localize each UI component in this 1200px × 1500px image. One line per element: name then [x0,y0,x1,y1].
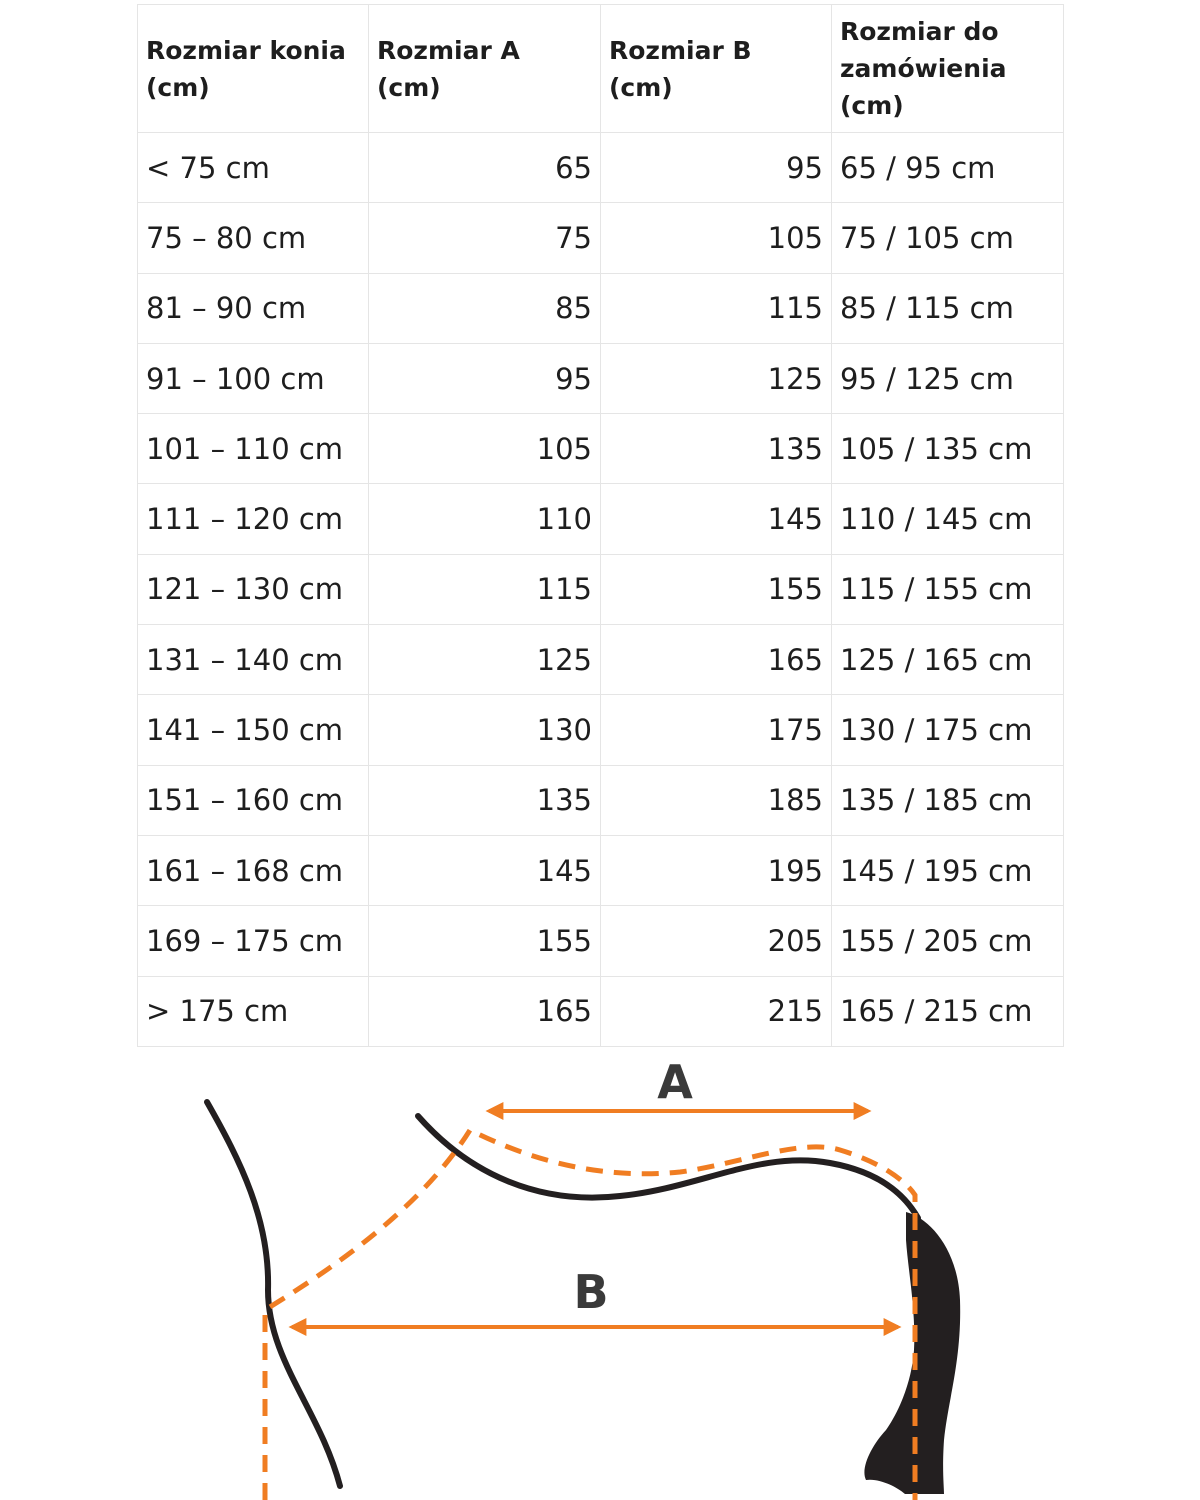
cell-size-a: 75 [369,203,601,273]
table-row [138,976,1064,1046]
cell-size-a: 130 [369,695,601,765]
cell-size-b: 125 [601,343,832,413]
cell-size-a: 95 [369,343,601,413]
cell-size-a: 165 [369,976,601,1046]
cell-order-size: 130 / 175 cm [832,695,1064,765]
cell-order-size: 135 / 185 cm [832,765,1064,835]
cell-horse-size: 91 – 100 cm [138,343,369,413]
cell-order-size: 145 / 195 cm [832,835,1064,905]
cell-size-a: 85 [369,273,601,343]
cell-horse-size: < 75 cm [138,133,369,203]
table-row [138,133,1064,203]
cell-size-b: 145 [601,484,832,554]
cell-size-b: 105 [601,203,832,273]
horse-tail [864,1212,960,1494]
cell-order-size: 95 / 125 cm [832,343,1064,413]
cell-order-size: 125 / 165 cm [832,625,1064,695]
table-row [138,414,1064,484]
cell-horse-size: 81 – 90 cm [138,273,369,343]
cell-size-a: 115 [369,554,601,624]
table-row [138,625,1064,695]
cell-order-size: 65 / 95 cm [832,133,1064,203]
cell-size-b: 115 [601,273,832,343]
cell-order-size: 115 / 155 cm [832,554,1064,624]
cell-horse-size: 131 – 140 cm [138,625,369,695]
label-b: B [573,1265,609,1319]
cell-order-size: 165 / 215 cm [832,976,1064,1046]
size-chart-table [137,4,1064,1047]
cell-horse-size: 151 – 160 cm [138,765,369,835]
cell-size-b: 195 [601,835,832,905]
cell-horse-size: 169 – 175 cm [138,906,369,976]
header-horse-size: Rozmiar konia (cm) [138,5,369,133]
cell-size-b: 175 [601,695,832,765]
table-row [138,695,1064,765]
table-row [138,835,1064,905]
table-row [138,554,1064,624]
horse-back-outline [418,1116,918,1218]
table-header-row [138,5,1064,133]
cell-size-a: 155 [369,906,601,976]
table-row [138,273,1064,343]
cell-horse-size: 161 – 168 cm [138,835,369,905]
cell-horse-size: > 175 cm [138,976,369,1046]
label-a: A [657,1055,693,1109]
table-row [138,906,1064,976]
cell-order-size: 105 / 135 cm [832,414,1064,484]
table-row [138,484,1064,554]
cell-size-a: 65 [369,133,601,203]
cell-order-size: 110 / 145 cm [832,484,1064,554]
horse-chest-outline [207,1102,340,1486]
cell-size-b: 155 [601,554,832,624]
cell-size-a: 145 [369,835,601,905]
cell-size-b: 135 [601,414,832,484]
cell-order-size: 155 / 205 cm [832,906,1064,976]
table-row [138,765,1064,835]
cell-size-b: 205 [601,906,832,976]
horse-measurement-diagram [0,1048,1200,1500]
cell-size-b: 185 [601,765,832,835]
header-size-b: Rozmiar B (cm) [601,5,832,133]
cell-horse-size: 121 – 130 cm [138,554,369,624]
header-size-a: Rozmiar A (cm) [369,5,601,133]
cell-size-b: 165 [601,625,832,695]
cell-size-b: 95 [601,133,832,203]
cell-horse-size: 101 – 110 cm [138,414,369,484]
cell-size-b: 215 [601,976,832,1046]
cell-size-a: 110 [369,484,601,554]
cell-horse-size: 111 – 120 cm [138,484,369,554]
header-order-size: Rozmiar do zamówienia (cm) [832,5,1064,133]
cell-horse-size: 75 – 80 cm [138,203,369,273]
table-row [138,343,1064,413]
cell-order-size: 75 / 105 cm [832,203,1064,273]
cell-size-a: 135 [369,765,601,835]
cell-horse-size: 141 – 150 cm [138,695,369,765]
cell-order-size: 85 / 115 cm [832,273,1064,343]
cell-size-a: 125 [369,625,601,695]
table-body [138,133,1064,1047]
table-row [138,203,1064,273]
cell-size-a: 105 [369,414,601,484]
